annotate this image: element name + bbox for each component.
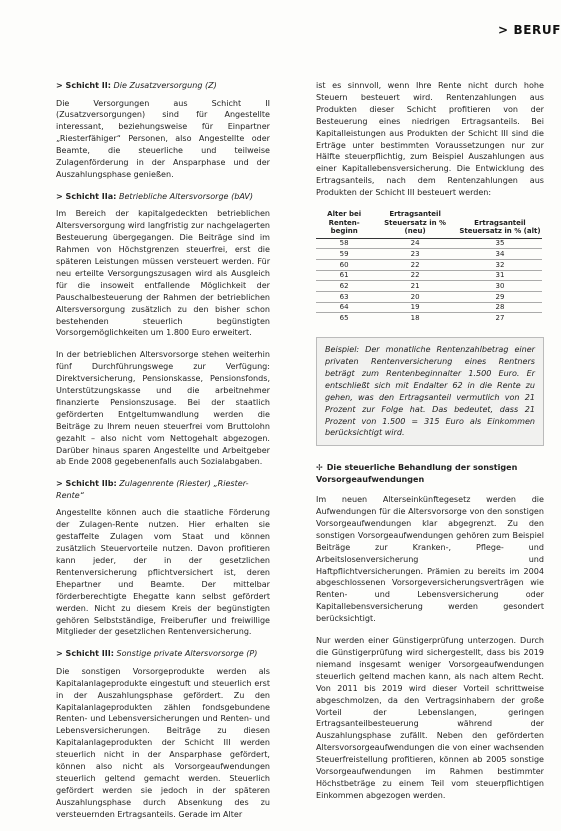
table-row xyxy=(316,302,542,313)
table-cell: 65 xyxy=(316,313,372,323)
table-cell: 31 xyxy=(458,270,542,281)
heading-text: Sonstige private Altersvorsorge (P) xyxy=(116,649,258,659)
heading-schicht-2a xyxy=(56,191,270,203)
right-column xyxy=(316,80,544,812)
section-tag: > BERUF xyxy=(498,23,561,37)
ertragsanteil-table xyxy=(316,209,542,323)
example-box: Beispiel: Der monatliche Rentenzahlbetrag einer privaten Rentenversicherung eines Rentners beträgt zum Rentenbeginnalter 1.500 Euro. Er entschließt sich mit Endalter 62 in die Rente zu gehen, was den Ertragsanteil vermutlich von 21 Prozent zur Folge hat. Das bedeutet, dass 21 Prozent von 1.500 = 315 Euro als Einkommen berücksichtigt wird. xyxy=(316,337,544,446)
table-row xyxy=(316,249,542,260)
table-cell: 18 xyxy=(372,313,458,323)
heading-prefix: > Schicht III: xyxy=(56,649,114,659)
table-row xyxy=(316,313,542,323)
paragraph: Im Bereich der kapitalgedeckten betrieblichen Altersversorgung wird langfristig zur nachgelagerten Besteuerung übergegangen. Die Beiträge sind im Rahmen von Höchstgrenzen steuerfrei, erst die späteren Leistungen müssen versteuert werden. Für neu erteilte Versorgungszusagen wird als Ausgleich für die insoweit entfallende Möglichkeit der Pauschalbesteuerung der Rahmen der betrieblichen Altersversorgung zusätzlich zu den bisher schon bestehenden steuerlich begünstigten Vorsorgemöglichkeiten um 1.800 Euro erweitert. xyxy=(56,209,270,338)
table-cell: 59 xyxy=(316,249,372,260)
heading-prefix: > Schicht II: xyxy=(56,81,111,90)
column-header: Ertragsanteil Steuersatz in % (neu) xyxy=(372,209,458,238)
table-cell: 29 xyxy=(458,292,542,303)
column-header: Ertragsanteil Steuersatz in % (alt) xyxy=(458,209,542,238)
table-cell: 23 xyxy=(372,249,458,260)
table-row xyxy=(316,281,542,292)
heading-schicht-3 xyxy=(56,648,270,660)
table-cell: 64 xyxy=(316,302,372,313)
table-cell: 35 xyxy=(458,238,542,249)
cross-bullet-icon: ✢ xyxy=(316,463,323,473)
heading-prefix: > Schicht IIa: xyxy=(56,191,117,201)
table-cell: 61 xyxy=(316,270,372,281)
heading-text: Zulagenrente (Riester) „Riester-Rente“ xyxy=(56,479,249,500)
heading-text: Betriebliche Altersvorsorge (bAV) xyxy=(118,191,254,201)
table-row xyxy=(316,259,542,270)
table-cell: 32 xyxy=(458,259,542,270)
heading-schicht-2 xyxy=(56,80,270,92)
section-heading xyxy=(316,462,544,486)
table-cell: 22 xyxy=(372,259,458,270)
table-row xyxy=(316,238,542,249)
table-cell: 34 xyxy=(458,249,542,260)
paragraph: Nur werden einer Günstigerprüfung unterzogen. Durch die Günstigerprüfung wird sichergestellt, dass bis 2019 niemand insgesamt weniger Vorsorgeaufwendungen steuerlich geltend machen kann, als nach altem Recht. Von 2011 bis 2019 wird dieser Vorteil schrittweise abgeschmolzen, da den Vertragsinhabern der große Vorteil der Lebenslangen, geringen Ertragsanteilbesteuerung während der Auszahlungsphase zufällt. Neben den geförderten Altersvorsorgeaufwendungen die von einer wachsenden Steuerfreistellung profitieren, können ab 2005 sonstige Vorsorgeaufwendungen im Rahmen bestimmter Höchstbeträge zu einem Teil vom steuerpflichtigen Einkommen abgezogen werden. xyxy=(316,636,544,800)
column-header: Alter bei Renten-beginn xyxy=(316,209,372,238)
paragraph: Die sonstigen Vorsorgeprodukte werden als Kapitalanlageprodukte eingestuft und steuerlich erst in der Auszahlungsphase gefördert. Zu den Kapitalanlageprodukten zählen fondsgebundene Renten- und Lebensversicherungen und Renten- und Lebensversicherungen. Beiträge zu diesen Kapitalanlageprodukten der Schicht III werden steuerlich nicht in der Ansparphase gefördert, können also nicht als Vorsorgeaufwendungen steuerlich geltend gemacht werden. Steuerlich gefördert werden sie jedoch in der späteren Auszahlungsphase durch Absenkung des zu versteuernden Ertragsanteils. Gerade im Alter xyxy=(56,666,270,819)
paragraph: In der betrieblichen Altersvorsorge stehen weiterhin fünf Durchführungswege zur Verfügung: Direktversicherung, Pensionskasse, Pensionsfonds, Unterstützungskasse und die arbeitnehmer finanzierte Pensionszusage. Bei der staatlich geförderten Entgeltumwandlung werden die Beiträge zu Ihrem neuen steuerfrei vom Bruttolohn gezahlt – also nicht vom Nettogehalt abgezogen. Darüber hinaus sparen Angestellte und Arbeitgeber ab Ende 2008 gegebenenfalls auch Sozialabgaben. xyxy=(56,350,270,467)
table-cell: 27 xyxy=(458,313,542,323)
table-cell: 20 xyxy=(372,292,458,303)
table-header-row xyxy=(316,209,542,238)
table-cell: 62 xyxy=(316,281,372,292)
paragraph: Die Versorgungen aus Schicht II (Zusatzversorgungen) sind für Angestellte interessant, beziehungsweise für Einpartner „Riesterfähiger“ Personen, also Angestellte oder Beamte, die steuerliche und teilweise Zulagenförderung in der Ansparphase und der Auszahlungsphase genießen. xyxy=(56,98,270,179)
table-cell: 22 xyxy=(372,270,458,281)
table-cell: 28 xyxy=(458,302,542,313)
table-cell: 58 xyxy=(316,238,372,249)
paragraph: Angestellte können auch die staatliche Förderung der Zulagen-Rente nutzen. Hier erhalten sie gestaffelte Zulagen vom Staat und können zusätzlich Steuervorteile nutzen. Davon profitieren kann jeder, der in der gesetzlichen Rentenversicherung pflichtversichert ist, deren Ehepartner und Beamte. Der mittelbar förderberechtigte Ehegatte kann selbst gefördert werden. Nicht zu diesem Kreis der begünstigten gehören Selbstständige, Freiberufler und freiwillige Mitglieder der gesetzlichen Rentenversicherung. xyxy=(56,508,270,637)
table-row xyxy=(316,270,542,281)
paragraph: Im neuen Alterseinkünftegesetz werden die Aufwendungen für die Altersvorsorge von den sonstigen Vorsorgeaufwendungen klar abgegrenzt. Zu den sonstigen Vorsorgeaufwendungen gehören zum Beispiel Beiträge zur Kranken-, Pflege- und Arbeitslosenversicherung und Haftpflichtversicherungen. Prämien zu bereits im 2004 abgeschlossenen Vorsorgeversicherungsverträgen wie Renten- und Lebensversicherung oder Kapitallebensversicherung werden gesondert berücksichtigt. xyxy=(316,495,544,624)
table-cell: 60 xyxy=(316,259,372,270)
heading-schicht-2b xyxy=(56,478,270,501)
table-cell: 24 xyxy=(372,238,458,249)
table-cell: 63 xyxy=(316,292,372,303)
section-title: Die steuerliche Behandlung der sonstigen Vorsorgeaufwendungen xyxy=(316,463,518,485)
table-cell: 19 xyxy=(372,302,458,313)
page-header xyxy=(0,0,561,50)
heading-prefix: > Schicht IIb: xyxy=(56,479,117,489)
table-row xyxy=(316,292,542,303)
heading-text: Die Zusatzversorgung (Z) xyxy=(113,81,217,90)
left-column xyxy=(56,80,270,831)
table-cell: 21 xyxy=(372,281,458,292)
table-cell: 30 xyxy=(458,281,542,292)
paragraph: ist es sinnvoll, wenn Ihre Rente nicht durch hohe Steuern besteuert wird. Rentenzahlungen aus Produkten dieser Schicht profitieren von der Besteuerung eines niedrigen Ertragsanteils. Bei Kapitalleistungen aus Produkten der Schicht III sind die Erträge unter bestimmten Voraussetzungen nur zur Hälfte steuerpflichtig, zum Beispiel Auszahlungen aus einer Kapitallebensversicherung. Die Entwicklung des Ertragsanteils, nach dem Rentenzahlungen aus Produkten der Schicht III besteuert werden: xyxy=(316,81,544,198)
